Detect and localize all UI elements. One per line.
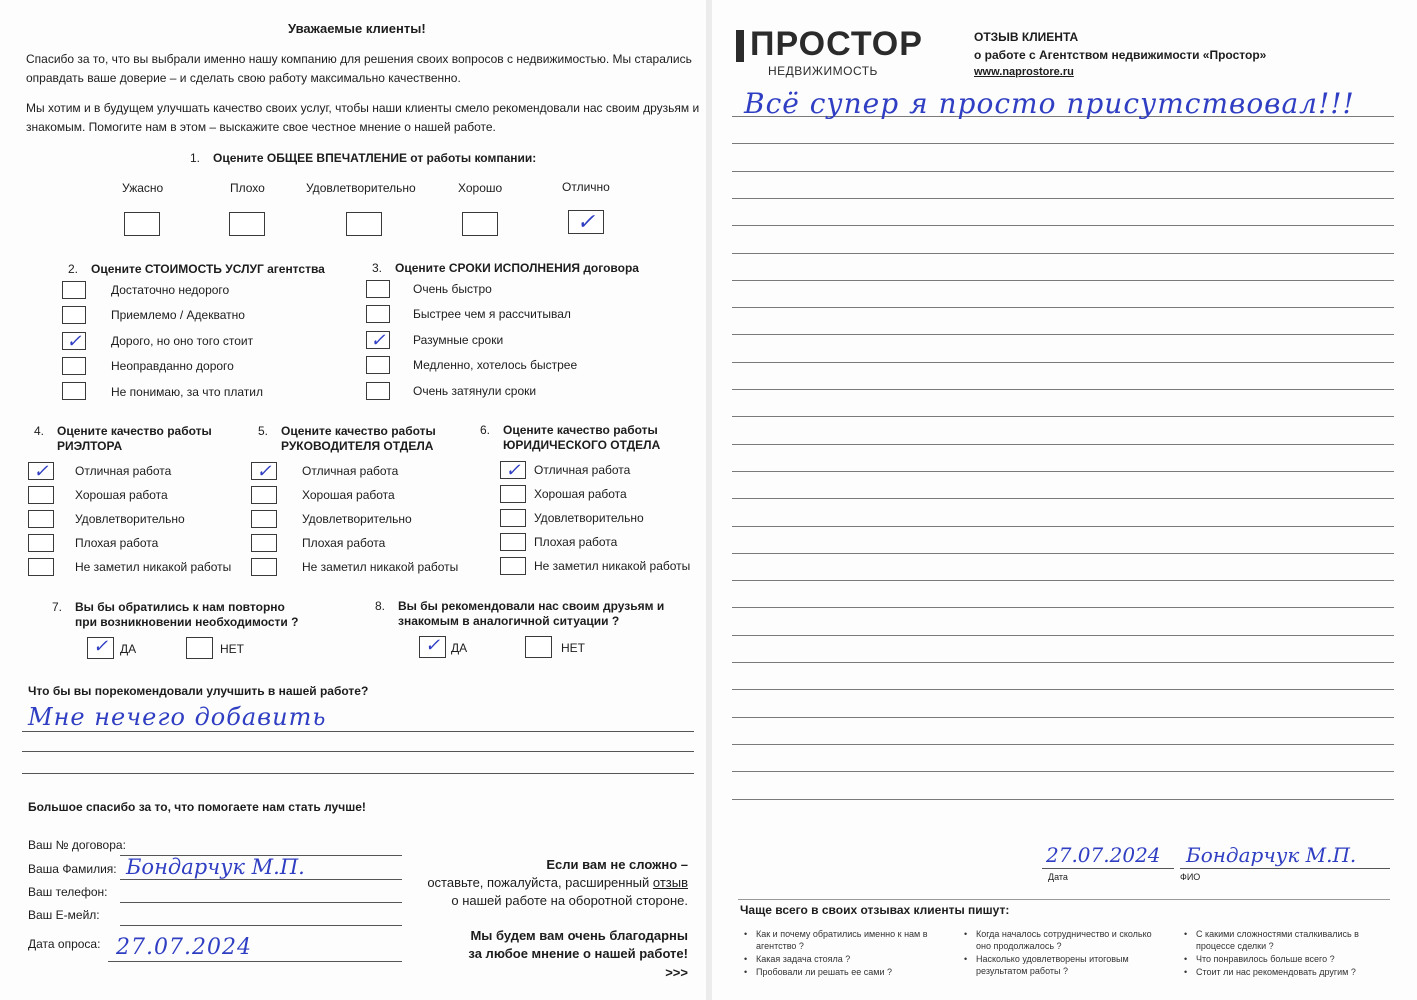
- review-back-page: [712, 0, 1417, 1000]
- grateful-line-1: Мы будем вам очень благодарны: [470, 928, 688, 943]
- surname-label: Ваша Фамилия:: [28, 862, 117, 876]
- improve-answer-handwriting[interactable]: Мне нечего добавить: [28, 703, 327, 731]
- review-line: [732, 717, 1394, 718]
- surname-field[interactable]: Бондарчук М.П.: [126, 855, 305, 879]
- survey-date-field[interactable]: 27.07.2024: [116, 935, 252, 960]
- intro-paragraph-1-line-1: Спасибо за то, что вы выбрали именно нашу компанию для решения своих вопросов с недвижимостью. Мы старались: [26, 52, 692, 66]
- check-mark-icon: ✓: [66, 331, 82, 352]
- q2-checkbox[interactable]: [62, 332, 86, 350]
- q5-checkbox[interactable]: [251, 510, 277, 528]
- q6-checkbox[interactable]: [500, 557, 526, 575]
- survey-front-page: [0, 0, 706, 1000]
- review-line: [732, 143, 1394, 144]
- review-text-handwriting[interactable]: Всё супер я просто присутствовал!!!: [744, 87, 1355, 120]
- q3-number: 3.: [372, 261, 383, 275]
- tip-item: • С какими сложностями сталкивались в процессе сделки ?: [1196, 928, 1386, 952]
- email-label: Ваш Е-мейл:: [28, 908, 100, 922]
- review-line: [732, 498, 1394, 499]
- q8-no-label: НЕТ: [561, 641, 585, 655]
- review-line: [732, 799, 1394, 800]
- tips-title: Чаще всего в своих отзывах клиенты пишут:: [740, 903, 1010, 917]
- check-mark-icon: ✓: [92, 636, 109, 657]
- q3-option-label: Очень быстро: [413, 282, 492, 296]
- review-link[interactable]: отзыв: [652, 875, 688, 890]
- q2-number: 2.: [68, 262, 79, 276]
- grateful-line-2: за любое мнение о нашей работе!: [468, 946, 688, 961]
- q4-checkbox[interactable]: [28, 486, 54, 504]
- q4-title: Оцените качество работы: [57, 424, 212, 438]
- q5-checkbox[interactable]: [251, 486, 277, 504]
- q2-checkbox[interactable]: [62, 306, 86, 324]
- review-line: [732, 744, 1394, 745]
- review-line: [732, 526, 1394, 527]
- tip-item: • Пробовали ли решать ее сами ?: [756, 966, 946, 978]
- review-line: [732, 471, 1394, 472]
- q4-checkbox[interactable]: [28, 534, 54, 552]
- q6-checkbox[interactable]: [500, 533, 526, 551]
- q2-title: Оцените СТОИМОСТЬ УСЛУГ агентства: [91, 262, 325, 276]
- q8-yes-checkbox[interactable]: [419, 636, 446, 658]
- q2-checkbox[interactable]: [62, 382, 86, 400]
- q1-option-label: Удовлетворительно: [306, 181, 416, 195]
- q5-option-label: Отличная работа: [302, 464, 399, 478]
- greeting-heading: Уважаемые клиенты!: [288, 21, 426, 36]
- q7-title: Вы бы обратились к нам повторно: [75, 600, 285, 614]
- field-line: [120, 879, 402, 880]
- q5-checkbox[interactable]: [251, 534, 277, 552]
- tip-item: • Какая задача стояла ?: [756, 953, 946, 965]
- q4-option-label: Отличная работа: [75, 464, 172, 478]
- review-line: [732, 334, 1394, 335]
- q6-option-label: Отличная работа: [534, 463, 631, 477]
- q8-no-checkbox[interactable]: [525, 636, 552, 658]
- signature-date-line: [1042, 868, 1174, 869]
- review-line: [732, 225, 1394, 226]
- q7-subtitle: при возникновении необходимости ?: [75, 615, 299, 629]
- check-mark-icon: ✓: [256, 461, 272, 482]
- q6-subtitle: ЮРИДИЧЕСКОГО ОТДЕЛА: [503, 438, 661, 452]
- check-mark-icon: ✓: [576, 210, 596, 235]
- q1-checkbox[interactable]: [229, 212, 265, 236]
- field-line: [120, 902, 402, 903]
- check-mark-icon: ✓: [33, 461, 49, 482]
- q2-option-label: Достаточно недорого: [111, 283, 230, 297]
- back-note-line-1: Если вам не сложно –: [546, 857, 688, 872]
- q1-option-label: Ужасно: [122, 181, 164, 195]
- back-note-line-2: [420, 875, 688, 890]
- tips-divider: [738, 899, 1390, 900]
- q6-title: Оцените качество работы: [503, 423, 658, 437]
- q6-option-label: Плохая работа: [534, 535, 618, 549]
- q2-option-label: Приемлемо / Адекватно: [111, 308, 245, 322]
- review-line: [732, 362, 1394, 363]
- review-line: [732, 553, 1394, 554]
- review-line: [732, 198, 1394, 199]
- q4-checkbox[interactable]: [28, 462, 54, 480]
- q3-checkbox[interactable]: [366, 280, 390, 298]
- tip-item: • Насколько удовлетворены итоговым результатом работы ?: [976, 953, 1166, 977]
- back-note-text: оставьте, пожалуйста, расширенный: [427, 875, 650, 890]
- intro-paragraph-2-line-1: Мы хотим и в будущем улучшать качество своих услуг, чтобы наши клиенты смело рекомендовали нас своим друзьям и: [26, 101, 700, 115]
- q7-no-checkbox[interactable]: [186, 637, 213, 659]
- q7-number: 7.: [52, 600, 63, 614]
- q3-checkbox[interactable]: [366, 305, 390, 323]
- signed-date-handwriting[interactable]: 27.07.2024: [1046, 843, 1161, 867]
- name-caption: ФИО: [1180, 872, 1201, 882]
- check-mark-icon: ✓: [505, 460, 521, 481]
- q4-option-label: Не заметил никакой работы: [75, 560, 232, 574]
- q2-option-label: Дорого, но оно того стоит: [111, 334, 254, 348]
- logo-wordmark: ПРОСТОР: [750, 25, 923, 63]
- q5-option-label: Удовлетворительно: [302, 512, 412, 526]
- q5-option-label: Не заметил никакой работы: [302, 560, 459, 574]
- logo-subtitle: НЕДВИЖИМОСТЬ: [768, 64, 878, 78]
- q8-number: 8.: [375, 599, 386, 613]
- q1-option-label: Плохо: [230, 181, 265, 195]
- q1-number: 1.: [190, 151, 201, 165]
- q5-subtitle: РУКОВОДИТЕЛЯ ОТДЕЛА: [281, 439, 434, 453]
- q6-option-label: Хорошая работа: [534, 487, 627, 501]
- q5-checkbox[interactable]: [251, 558, 277, 576]
- q2-checkbox[interactable]: [62, 357, 86, 375]
- q8-yes-label: ДА: [451, 641, 468, 655]
- review-line: [732, 416, 1394, 417]
- check-mark-icon: ✓: [424, 635, 441, 656]
- review-line: [732, 444, 1394, 445]
- q1-checkbox[interactable]: [462, 212, 498, 236]
- q5-title: Оцените качество работы: [281, 424, 436, 438]
- q5-checkbox[interactable]: [251, 462, 277, 480]
- review-line: [732, 307, 1394, 308]
- q7-yes-label: ДА: [120, 642, 137, 656]
- contract-number-label: Ваш № договора:: [28, 838, 126, 852]
- date-caption: Дата: [1048, 872, 1068, 882]
- review-line: [732, 607, 1394, 608]
- q5-number: 5.: [258, 424, 269, 438]
- q4-option-label: Хорошая работа: [75, 488, 168, 502]
- tip-item: • Что понравилось больше всего ?: [1196, 953, 1386, 965]
- review-line: [732, 635, 1394, 636]
- q4-option-label: Удовлетворительно: [75, 512, 185, 526]
- q4-option-label: Плохая работа: [75, 536, 159, 550]
- q2-checkbox[interactable]: [62, 281, 86, 299]
- q4-checkbox[interactable]: [28, 558, 54, 576]
- survey-date-label: Дата опроса:: [28, 937, 101, 951]
- website-link[interactable]: www.naprostore.ru: [974, 66, 1074, 78]
- q7-no-label: НЕТ: [220, 642, 244, 656]
- next-page-arrows: >>>: [665, 965, 688, 980]
- q3-checkbox[interactable]: [366, 331, 390, 349]
- field-line: [108, 961, 402, 962]
- q1-option-label: Отлично: [562, 180, 610, 194]
- q6-option-label: Удовлетворительно: [534, 511, 644, 525]
- tip-item: • Как и почему обратились именно к нам в агентство ?: [756, 928, 946, 952]
- q1-title: Оцените ОБЩЕЕ ВПЕЧАТЛЕНИЕ от работы компании:: [213, 151, 537, 165]
- tip-item: • Когда началось сотрудничество и сколько оно продолжалось ?: [976, 928, 1166, 952]
- tip-item: • Стоит ли нас рекомендовать другим ?: [1196, 966, 1386, 978]
- review-line: [732, 389, 1394, 390]
- q3-option-label: Медленно, хотелось быстрее: [413, 358, 578, 372]
- q6-checkbox[interactable]: [500, 509, 526, 527]
- review-header-subtitle: о работе с Агентством недвижимости «Простор»: [974, 48, 1267, 62]
- signature-name-line: [1180, 868, 1390, 869]
- check-mark-icon: ✓: [370, 330, 386, 351]
- answer-line: [22, 751, 694, 752]
- q4-number: 4.: [34, 424, 45, 438]
- back-note-line-3: о нашей работе на оборотной стороне.: [451, 893, 688, 908]
- review-line: [732, 280, 1394, 281]
- review-line: [732, 689, 1394, 690]
- review-line: [732, 253, 1394, 254]
- q3-option-label: Очень затянули сроки: [413, 384, 537, 398]
- q6-option-label: Не заметил никакой работы: [534, 559, 691, 573]
- answer-line: [22, 773, 694, 774]
- q3-title: Оцените СРОКИ ИСПОЛНЕНИЯ договора: [395, 261, 639, 275]
- answer-line: [22, 731, 694, 732]
- signed-name-handwriting[interactable]: Бондарчук М.П.: [1186, 843, 1357, 867]
- q8-subtitle: знакомым в аналогичной ситуации ?: [398, 614, 620, 628]
- review-line: [732, 771, 1394, 772]
- field-line: [120, 925, 402, 926]
- q1-option-label: Хорошо: [458, 181, 503, 195]
- q5-option-label: Плохая работа: [302, 536, 386, 550]
- q8-title: Вы бы рекомендовали нас своим друзьям и: [398, 599, 665, 613]
- review-header-title: ОТЗЫВ КЛИЕНТА: [974, 30, 1079, 44]
- q4-checkbox[interactable]: [28, 510, 54, 528]
- q2-option-label: Не понимаю, за что платил: [111, 385, 264, 399]
- q7-yes-checkbox[interactable]: [87, 637, 114, 659]
- q5-option-label: Хорошая работа: [302, 488, 395, 502]
- q6-checkbox[interactable]: [500, 485, 526, 503]
- intro-paragraph-2-line-2: знакомым. Помогите нам в этом – выскажите свое честное мнение о нашей работе.: [26, 120, 496, 134]
- q1-checkbox[interactable]: [568, 210, 604, 234]
- improve-question: Что бы вы порекомендовали улучшить в нашей работе?: [28, 684, 369, 698]
- q6-checkbox[interactable]: [500, 461, 526, 479]
- q1-checkbox[interactable]: [346, 212, 382, 236]
- q3-option-label: Разумные сроки: [413, 333, 504, 347]
- q2-option-label: Неоправданно дорого: [111, 359, 234, 373]
- q3-checkbox[interactable]: [366, 382, 390, 400]
- q4-subtitle: РИЭЛТОРА: [57, 439, 123, 453]
- q3-checkbox[interactable]: [366, 356, 390, 374]
- q1-checkbox[interactable]: [124, 212, 160, 236]
- phone-label: Ваш телефон:: [28, 885, 108, 899]
- review-line: [732, 662, 1394, 663]
- q6-number: 6.: [480, 423, 491, 437]
- thanks-heading: Большое спасибо за то, что помогаете нам стать лучше!: [28, 800, 366, 814]
- intro-paragraph-1-line-2: оправдать ваше доверие – и сделать свою работу максимально качественно.: [26, 71, 461, 85]
- review-line: [732, 171, 1394, 172]
- q3-option-label: Быстрее чем я рассчитывал: [413, 307, 571, 321]
- logo-bar-icon: [736, 30, 744, 62]
- review-line: [732, 580, 1394, 581]
